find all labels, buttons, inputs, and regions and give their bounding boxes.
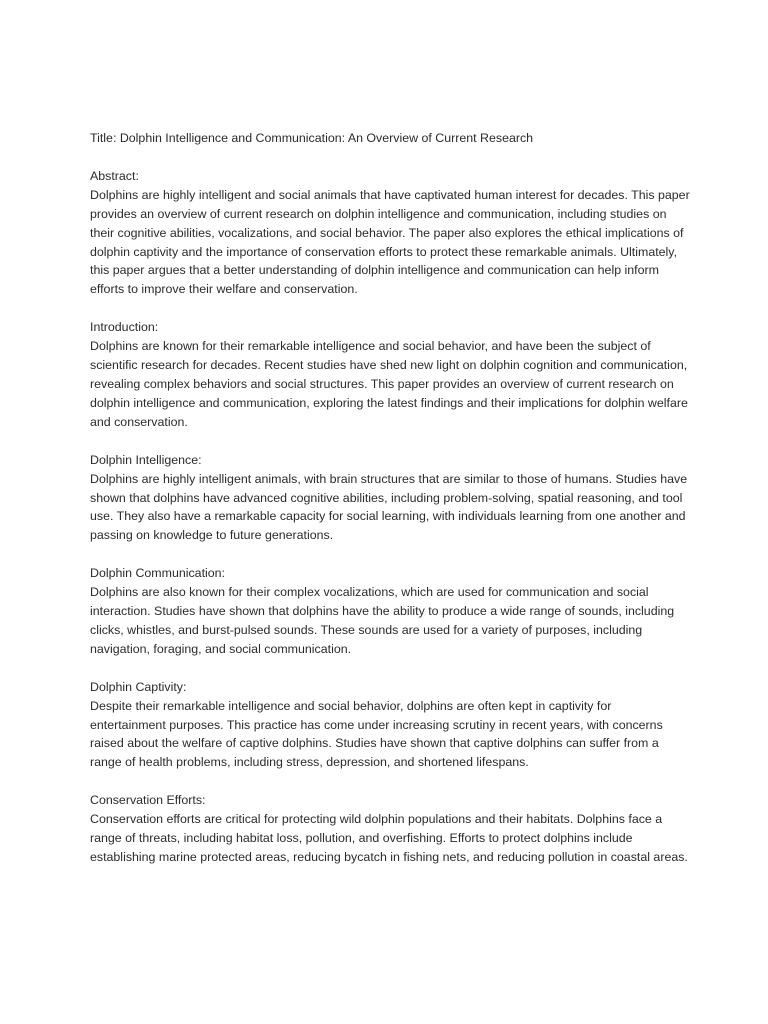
section-heading: Dolphin Communication:: [90, 566, 225, 581]
section-dolphin-intelligence: [90, 451, 690, 546]
section-paragraph: Dolphins are highly intelligent animals, with brain structures that are similar to those of humans. Studies have shown that dolphins have advanced cognitive abilities, including problem-solving, spatial reasoning, and tool use. They also have a remarkable capacity for social learning, with individuals learning from one another and passing on knowledge to future generations.: [90, 471, 688, 543]
section-dolphin-communication: [90, 564, 690, 659]
section-dolphin-captivity: [90, 678, 690, 773]
section-paragraph: Dolphins are highly intelligent and social animals that have captivated human interest for decades. This paper provides an overview of current research on dolphin intelligence and communication, including studies on their cognitive abilities, vocalizations, and social behavior. The paper also explores the ethical implications of dolphin captivity and the importance of conservation efforts to protect these remarkable animals. Ultimately, this paper argues that a better understanding of dolphin intelligence and communication can help inform efforts to improve their welfare and conservation.: [90, 187, 690, 297]
section-heading: Abstract:: [90, 168, 139, 183]
section-paragraph: Dolphins are also known for their complex vocalizations, which are used for communication and social interaction. Studies have shown that dolphins have the ability to produce a wide range of sounds, including clicks, whistles, and burst-pulsed sounds. These sounds are used for a variety of purposes, including navigation, foraging, and social communication.: [90, 585, 675, 656]
section-heading: Dolphin Intelligence:: [90, 452, 202, 467]
section-conservation-efforts: [90, 791, 690, 867]
section-heading: Conservation Efforts:: [90, 793, 206, 808]
section-heading: Dolphin Captivity:: [90, 679, 187, 694]
section-paragraph: Dolphins are known for their remarkable intelligence and social behavior, and have been the subject of scientific research for decades. Recent studies have shed new light on dolphin cognition and communication, revealing complex behaviors and social structures. This paper provides an overview of current research on dolphin intelligence and communication, exploring the latest findings and their implications for dolphin welfare and conservation.: [90, 339, 688, 429]
section-paragraph: Conservation efforts are critical for protecting wild dolphin populations and their habitats. Dolphins face a range of threats, including habitat loss, pollution, and overfishing. Efforts to protect dolphins include establishing marine protected areas, reducing bycatch in fishing nets, and reducing pollution in coastal areas.: [90, 812, 688, 864]
section-abstract: [90, 167, 690, 299]
section-paragraph: Despite their remarkable intelligence and social behavior, dolphins are often kept in captivity for entertainment purposes. This practice has come under increasing scrutiny in recent years, with concerns raised about the welfare of captive dolphins. Studies have shown that captive dolphins can suffer from a range of health problems, including stress, depression, and shortened lifespans.: [90, 698, 663, 770]
document-page: [90, 129, 690, 886]
document-title: Title: Dolphin Intelligence and Communication: An Overview of Current Research: [90, 131, 534, 145]
section-introduction: [90, 318, 690, 431]
section-heading: Introduction:: [90, 320, 159, 335]
